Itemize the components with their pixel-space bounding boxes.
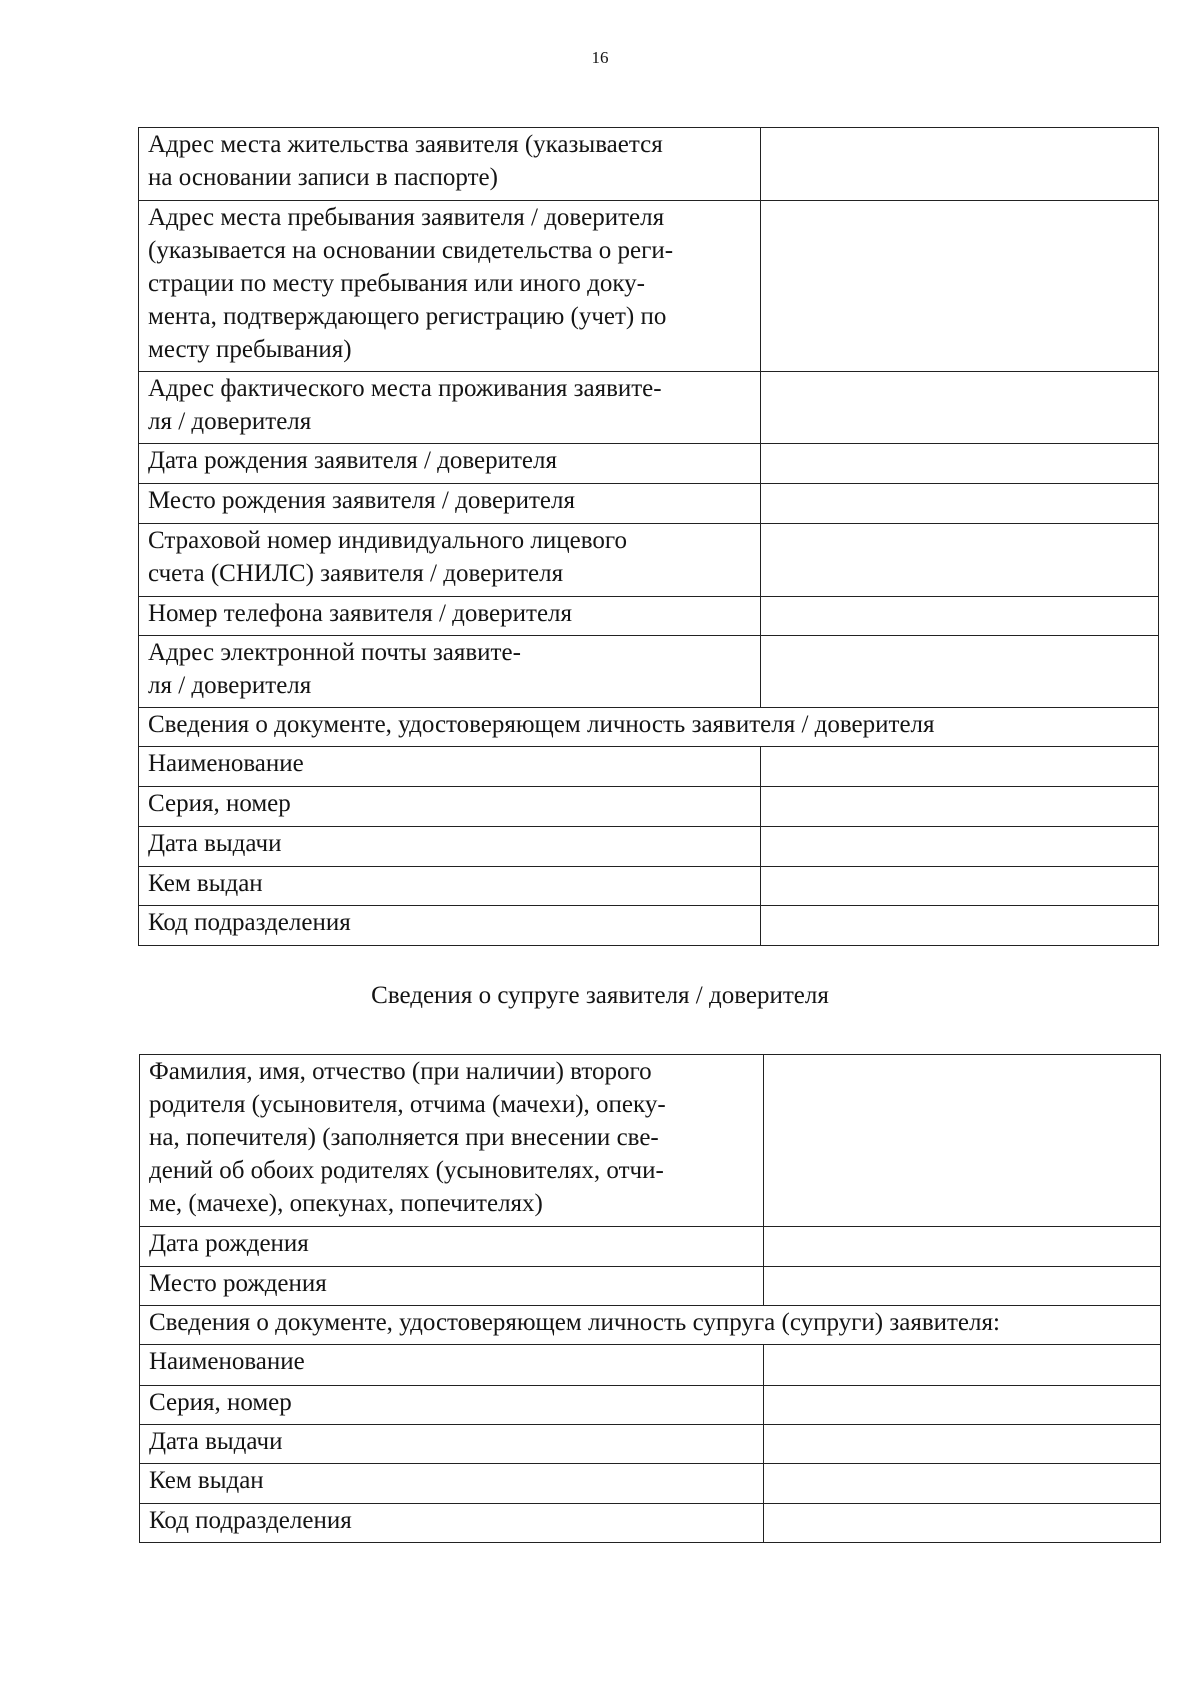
- label-line: ля / доверителя: [148, 408, 312, 435]
- value-cell[interactable]: [764, 1464, 1161, 1504]
- label-line: Адрес места пребывания заявителя / доверителя: [148, 204, 665, 231]
- value-cell[interactable]: [761, 747, 1159, 787]
- table-row: [140, 1306, 1161, 1345]
- value-cell[interactable]: [764, 1504, 1161, 1543]
- row-label: Дата выдачи: [139, 827, 761, 867]
- table-row: [139, 906, 1159, 946]
- row-label: [139, 484, 761, 524]
- table-row: [139, 372, 1159, 444]
- label-line: Номер телефона заявителя / доверителя: [148, 600, 573, 627]
- value-cell[interactable]: [761, 372, 1159, 444]
- row-label: [140, 1055, 764, 1227]
- table-row: [139, 128, 1159, 201]
- label-line: дений об обоих родителях (усыновителях, отчи-: [149, 1157, 664, 1184]
- row-label: Дата выдачи: [140, 1425, 764, 1464]
- row-label: [139, 128, 761, 201]
- row-label: Место рождения: [140, 1267, 764, 1306]
- row-label: [139, 636, 761, 708]
- row-label: Кем выдан: [139, 867, 761, 906]
- applicant-table: [138, 127, 1159, 946]
- label-line: Дата рождения заявителя / доверителя: [148, 447, 557, 474]
- row-label: [139, 524, 761, 597]
- label-line: Место рождения заявителя / доверителя: [148, 487, 575, 514]
- label-line: Страховой номер индивидуального лицевого: [148, 527, 628, 554]
- table-row: [140, 1464, 1161, 1504]
- row-label: Код подразделения: [139, 906, 761, 946]
- row-label: Дата рождения: [140, 1227, 764, 1267]
- label-line: на основании записи в паспорте): [148, 164, 498, 191]
- label-line: месту пребывания): [148, 336, 352, 363]
- table-row: [140, 1267, 1161, 1306]
- row-label: [139, 372, 761, 444]
- label-line: Адрес фактического места проживания заявите-: [148, 375, 662, 402]
- value-cell[interactable]: [761, 597, 1159, 636]
- label-line: страции по месту пребывания или иного доку-: [148, 270, 645, 297]
- value-cell[interactable]: [764, 1227, 1161, 1267]
- table-row: [140, 1227, 1161, 1267]
- row-label: Серия, номер: [140, 1386, 764, 1425]
- value-cell[interactable]: [761, 827, 1159, 867]
- value-cell[interactable]: [764, 1425, 1161, 1464]
- table-row: [139, 747, 1159, 787]
- label-line: ля / доверителя: [148, 672, 312, 699]
- label-line: Адрес электронной почты заявите-: [148, 639, 521, 666]
- table-row: [140, 1386, 1161, 1425]
- table-row: [140, 1504, 1161, 1543]
- value-cell[interactable]: [761, 484, 1159, 524]
- value-cell[interactable]: [761, 201, 1159, 372]
- row-label: Наименование: [139, 747, 761, 787]
- value-cell[interactable]: [764, 1386, 1161, 1425]
- table-row: [140, 1055, 1161, 1227]
- value-cell[interactable]: [764, 1345, 1161, 1386]
- table-row: [139, 787, 1159, 827]
- value-cell[interactable]: [764, 1055, 1161, 1227]
- document-header: Сведения о документе, удостоверяющем личность супруга (супруги) заявителя:: [140, 1306, 1161, 1345]
- table-row: [139, 597, 1159, 636]
- label-line: (указывается на основании свидетельства о реги-: [148, 237, 674, 264]
- table-row: [140, 1425, 1161, 1464]
- spouse-section-heading: Сведения о супруге заявителя / доверителя: [371, 982, 829, 1009]
- value-cell[interactable]: [764, 1267, 1161, 1306]
- document-header: Сведения о документе, удостоверяющем личность заявителя / доверителя: [139, 708, 1159, 747]
- row-label: [139, 597, 761, 636]
- label-line: Адрес места жительства заявителя (указывается: [148, 131, 663, 158]
- page-number: 16: [591, 48, 609, 67]
- row-label: Серия, номер: [139, 787, 761, 827]
- label-line: мента, подтверждающего регистрацию (учет) по: [148, 303, 667, 330]
- spouse-table: [139, 1054, 1161, 1543]
- row-label: Кем выдан: [140, 1464, 764, 1504]
- table-row: [139, 201, 1159, 372]
- value-cell[interactable]: [761, 636, 1159, 708]
- row-label: Наименование: [140, 1345, 764, 1386]
- table-row: [139, 867, 1159, 906]
- table-row: [139, 524, 1159, 597]
- row-label: [139, 201, 761, 372]
- value-cell[interactable]: [761, 524, 1159, 597]
- value-cell[interactable]: [761, 128, 1159, 201]
- row-label: [139, 444, 761, 484]
- label-line: родителя (усыновителя, отчима (мачехи), опеку-: [149, 1091, 666, 1118]
- row-label: Код подразделения: [140, 1504, 764, 1543]
- label-line: ме, (мачехе), опекунах, попечителях): [149, 1190, 543, 1217]
- value-cell[interactable]: [761, 867, 1159, 906]
- value-cell[interactable]: [761, 444, 1159, 484]
- label-line: счета (СНИЛС) заявителя / доверителя: [148, 560, 564, 587]
- label-line: на, попечителя) (заполняется при внесении све-: [149, 1124, 659, 1151]
- table-row: [139, 636, 1159, 708]
- value-cell[interactable]: [761, 906, 1159, 946]
- table-row: [139, 444, 1159, 484]
- table-row: [139, 827, 1159, 867]
- table-row: [140, 1345, 1161, 1386]
- value-cell[interactable]: [761, 787, 1159, 827]
- table-row: [139, 708, 1159, 747]
- table-row: [139, 484, 1159, 524]
- label-line: Фамилия, имя, отчество (при наличии) второго: [149, 1058, 652, 1085]
